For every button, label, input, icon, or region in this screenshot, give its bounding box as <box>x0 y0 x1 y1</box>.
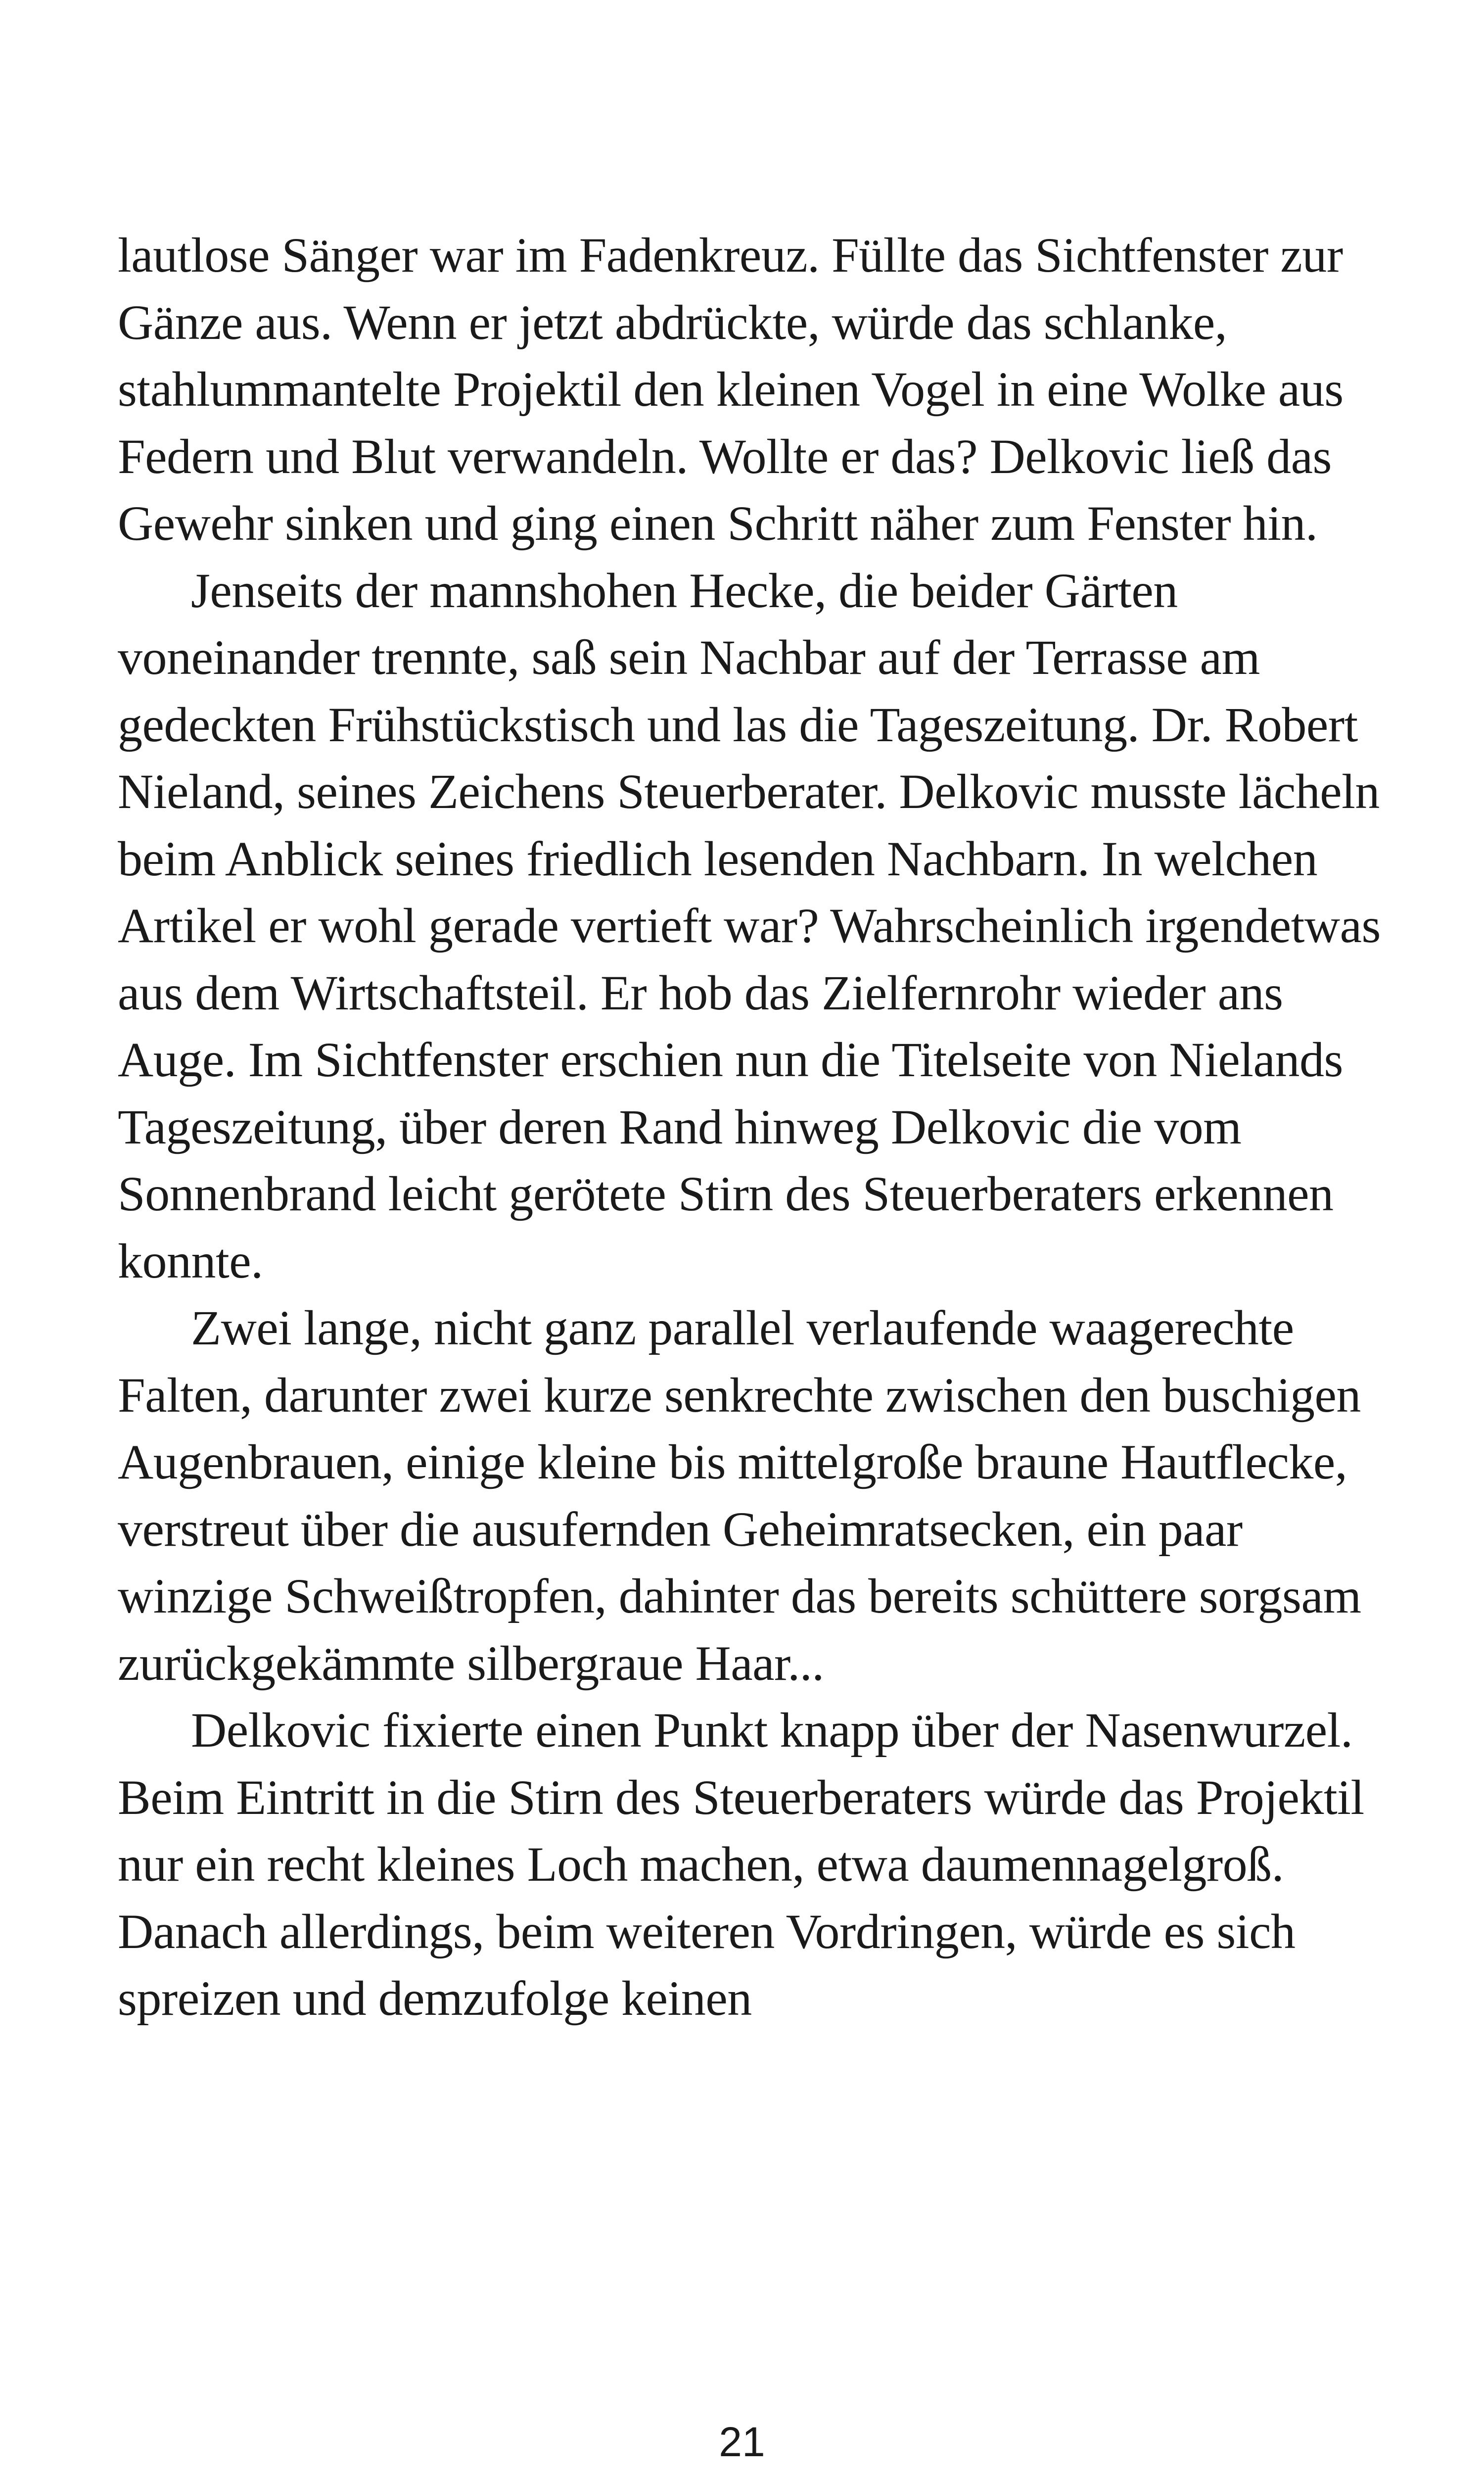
paragraph-4: Delkovic fixierte einen Punkt knapp über der Nasenwurzel. Beim Eintritt in die Stirn des Steuerberaters würde das Projektil nur ein recht kleines Loch machen, etwa daumennagelgroß. Danach allerdings, beim weiteren Vordringen, würde es sich spreizen und demzufolge keinen <box>118 1703 1364 2026</box>
body-text <box>118 222 1399 2032</box>
paragraph-2: Jenseits der mannshohen Hecke, die beider Gärten voneinander trennte, saß sein Nachbar auf der Terrasse am gedeckten Frühstückstisch und las die Tageszeitung. Dr. Robert Nieland, seines Zeichens Steuerberater. Delkovic musste lächeln beim Anblick seines friedlich lesenden Nachbarn. In welchen Artikel er wohl gerade vertieft war? Wahrscheinlich irgendetwas aus dem Wirtschaftsteil. Er hob das Zielfernrohr wieder ans Auge. Im Sichtfenster erschien nun die Titelseite von Nielands Tageszeitung, über deren Rand hinweg Delkovic die vom Sonnenbrand leicht gerötete Stirn des Steuerberaters erkennen konnte. <box>118 563 1381 1288</box>
paragraph-3: Zwei lange, nicht ganz parallel verlaufende waagerechte Falten, darunter zwei kurze senkrechte zwischen den buschigen Augenbrauen, einige kleine bis mittelgroße braune Hautflecke, verstreut über die ausufernden Geheimratsecken, ein paar winzige Schweißtropfen, dahinter das bereits schüttere sorgsam zurückgekämmte silbergraue Haar... <box>118 1300 1361 1691</box>
paragraph-1: lautlose Sänger war im Fadenkreuz. Füllte das Sichtfenster zur Gänze aus. Wenn er jetzt abdrückte, würde das schlanke, stahlummantelte Projektil den kleinen Vogel in eine Wolke aus Federn und Blut verwandeln. Wollte er das? Delkovic ließ das Gewehr sinken und ging einen Schritt näher zum Fenster hin. <box>118 228 1344 551</box>
page-number: 21 <box>719 2419 765 2465</box>
